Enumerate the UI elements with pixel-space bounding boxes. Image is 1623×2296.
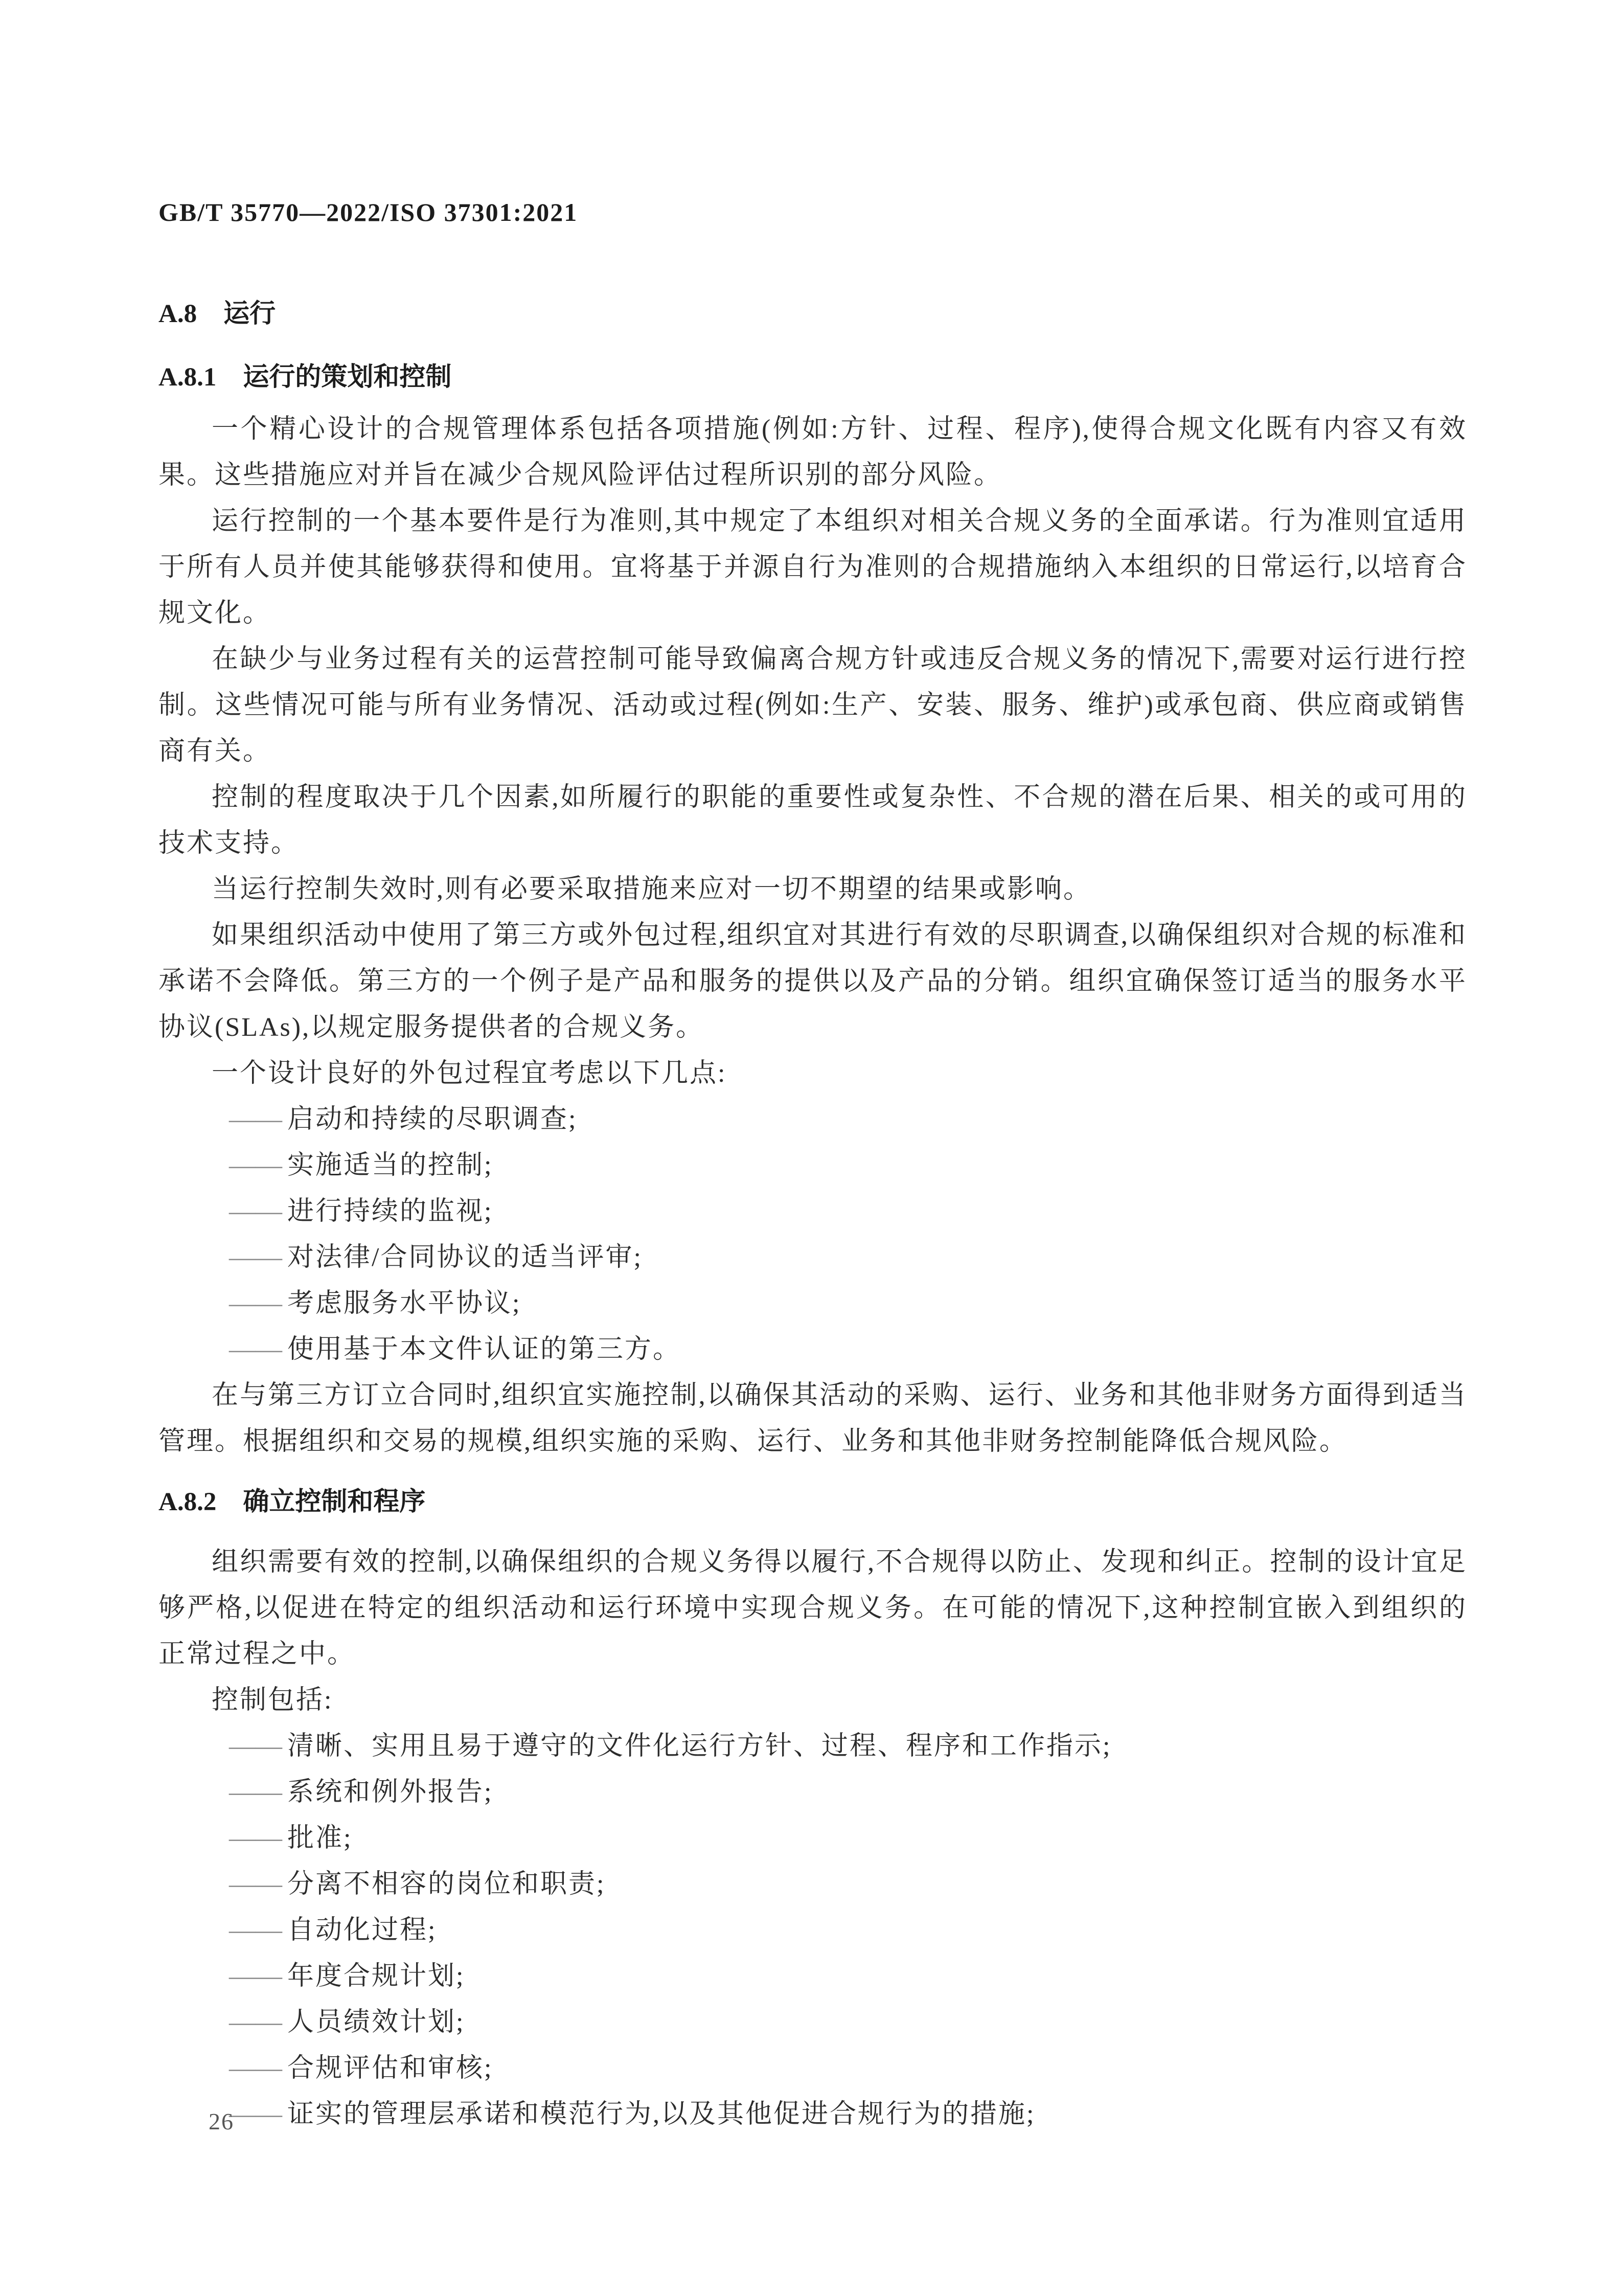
subsection-title: 运行的策划和控制 [243,363,452,392]
dash-marker: —— [229,1151,282,1180]
list-item-text: 启动和持续的尽职调查; [287,1105,578,1134]
section-number: A.8 [158,300,197,328]
list-item-text: 使用基于本文件认证的第三方。 [287,1335,681,1364]
list-item-text: 实施适当的控制; [287,1151,493,1180]
dash-marker: —— [229,1916,282,1945]
list-item-text: 进行持续的监视; [287,1197,493,1226]
paragraph: 一个精心设计的合规管理体系包括各项措施(例如:方针、过程、程序),使得合规文化既有内容又有效果。这些措施应对并旨在减少合规风险评估过程所识别的部分风险。 [158,415,1467,490]
dash-marker: —— [229,1197,282,1226]
list-item [158,1861,1467,1907]
list-item [158,1815,1467,1861]
list-item [158,1327,1467,1373]
dash-marker: —— [229,1778,282,1807]
list-item-text: 自动化过程; [287,1916,437,1945]
list-item [158,1769,1467,1815]
standard-code-header: GB/T 35770—2022/ISO 37301:2021 [158,198,578,226]
subsection-number: A.8.1 [158,363,217,392]
list-item-text: 合规评估和审核; [287,2054,493,2083]
dash-marker: —— [229,1870,282,1899]
dash-marker: —— [229,2100,282,2129]
paragraph: 当运行控制失效时,则有必要采取措施来应对一切不期望的结果或影响。 [212,875,1092,904]
list-item [158,1907,1467,1953]
list-intro-paragraph: 一个设计良好的外包过程宜考虑以下几点: [212,1059,727,1088]
paragraph: 在缺少与业务过程有关的运营控制可能导致偏离合规方针或违反合规义务的情况下,需要对运行进行控制。这些情况可能与所有业务情况、活动或过程(例如:生产、安装、服务、维护)或承包商、供应商或销售商有关。 [158,645,1467,766]
dash-marker: —— [229,1732,282,1761]
list-item [158,1999,1467,2045]
subsection-heading-a82 [158,1486,1467,1518]
list-item-text: 分离不相容的岗位和职责; [287,1870,606,1899]
subsection-number: A.8.2 [158,1488,217,1516]
dash-marker: —— [229,1335,282,1364]
subsection-heading-a81 [158,361,1467,393]
paragraph: 运行控制的一个基本要件是行为准则,其中规定了本组织对相关合规义务的全面承诺。行为准则宜适用于所有人员并使其能够获得和使用。宜将基于并源自行为准则的合规措施纳入本组织的日常运行,以培育合规文化。 [158,507,1467,628]
list-item-text: 证实的管理层承诺和模范行为,以及其他促进合规行为的措施; [287,2100,1036,2129]
page-number: 26 [209,2108,234,2134]
list-item [158,2092,1467,2138]
controls-list [158,1723,1467,2138]
list-item-text: 人员绩效计划; [287,2008,465,2037]
section-title: 运行 [223,300,276,328]
list-item-text: 对法律/合同协议的适当评审; [287,1243,643,1272]
paragraph: 如果组织活动中使用了第三方或外包过程,组织宜对其进行有效的尽职调查,以确保组织对合规的标准和承诺不会降低。第三方的一个例子是产品和服务的提供以及产品的分销。组织宜确保签订适当的服务水平协议(SLAs),以规定服务提供者的合规义务。 [158,921,1467,1042]
page-content [158,197,1467,2138]
paragraph: 控制的程度取决于几个因素,如所履行的职能的重要性或复杂性、不合规的潜在后果、相关的或可用的技术支持。 [158,783,1467,858]
dash-marker: —— [229,1243,282,1272]
list-item [158,1189,1467,1235]
dash-marker: —— [229,2054,282,2083]
list-item-text: 批准; [287,1824,353,1853]
paragraph: 在与第三方订立合同时,组织宜实施控制,以确保其活动的采购、运行、业务和其他非财务方面得到适当管理。根据组织和交易的规模,组织实施的采购、运行、业务和其他非财务控制能降低合规风险。 [158,1381,1467,1456]
dash-marker: —— [229,1824,282,1853]
dash-marker: —— [229,1962,282,1991]
list-item [158,1097,1467,1143]
list-item [158,1281,1467,1327]
dash-marker: —— [229,2008,282,2037]
list-intro-paragraph: 控制包括: [212,1686,333,1715]
paragraph: 组织需要有效的控制,以确保组织的合规义务得以履行,不合规得以防止、发现和纠正。控制的设计宜足够严格,以促进在特定的组织活动和运行环境中实现合规义务。在可能的情况下,这种控制宜嵌入到组织的正常过程之中。 [158,1548,1467,1669]
list-item-text: 考虑服务水平协议; [287,1289,521,1318]
outsourcing-considerations-list [158,1097,1467,1373]
dash-marker: —— [229,1289,282,1318]
list-item [158,1953,1467,1999]
list-item-text: 系统和例外报告; [287,1778,493,1807]
list-item-text: 年度合规计划; [287,1962,465,1991]
list-item-text: 清晰、实用且易于遵守的文件化运行方针、过程、程序和工作指示; [287,1732,1112,1761]
list-item [158,1723,1467,1769]
list-item [158,2045,1467,2092]
dash-marker: —— [229,1105,282,1134]
section-heading-a8 [158,298,1467,330]
list-item [158,1143,1467,1189]
subsection-title: 确立控制和程序 [243,1488,426,1516]
list-item [158,1235,1467,1281]
